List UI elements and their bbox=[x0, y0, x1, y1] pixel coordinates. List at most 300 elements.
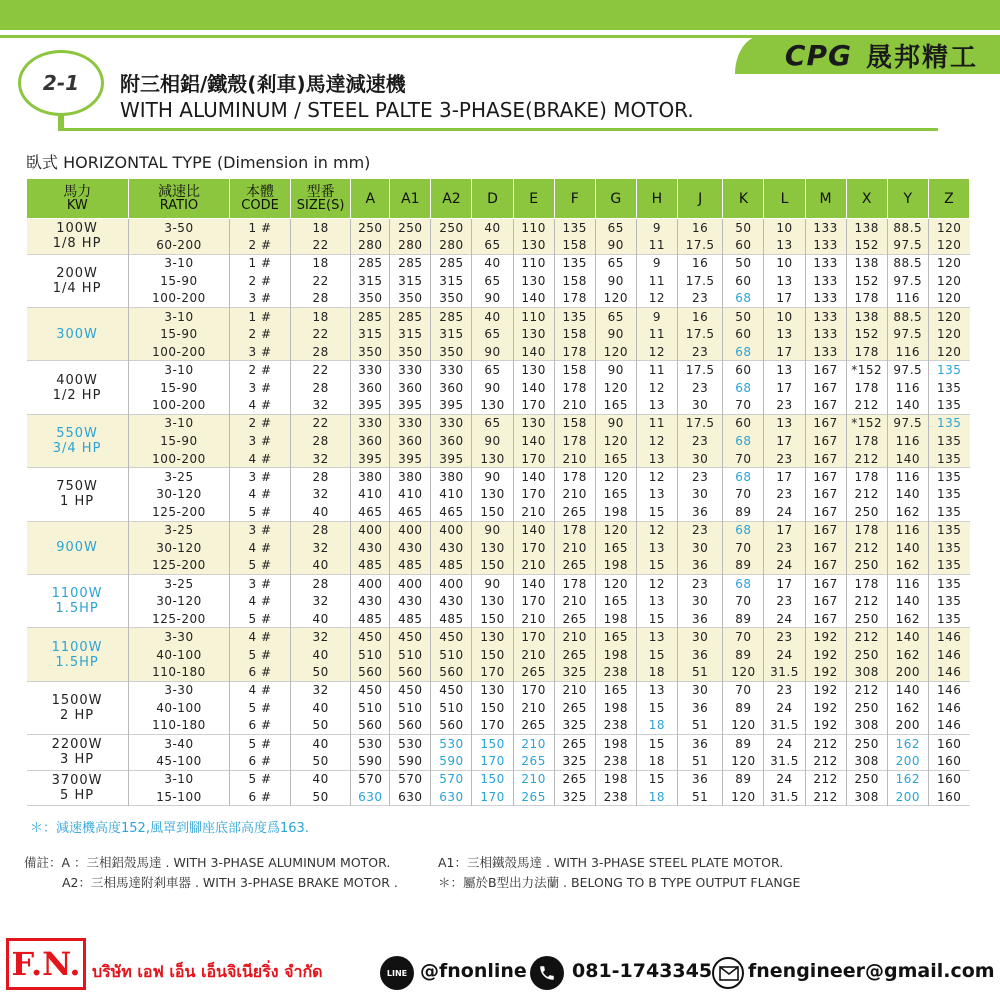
code-cell: 3 # bbox=[230, 432, 291, 450]
dimension-table bbox=[26, 178, 970, 806]
ratio-cell: 110-180 bbox=[128, 717, 230, 735]
dimension-cell: 120 bbox=[723, 752, 764, 770]
dimension-cell: 68 bbox=[723, 343, 764, 361]
dimension-cell: 130 bbox=[513, 361, 554, 379]
header-cell bbox=[928, 179, 969, 219]
dimension-cell: 90 bbox=[595, 272, 636, 290]
dimension-cell: 60 bbox=[723, 361, 764, 379]
ratio-cell: 15-90 bbox=[128, 432, 230, 450]
dimension-cell: 135 bbox=[928, 592, 969, 610]
dimension-cell: 135 bbox=[928, 414, 969, 432]
dimension-cell: 167 bbox=[805, 539, 846, 557]
dimension-cell: 510 bbox=[390, 699, 431, 717]
dimension-cell: 150 bbox=[472, 610, 513, 628]
dimension-cell: 630 bbox=[351, 788, 390, 806]
dimension-cell: 12 bbox=[636, 574, 677, 592]
ratio-cell: 100-200 bbox=[128, 450, 230, 468]
dimension-cell: 265 bbox=[513, 752, 554, 770]
dimension-cell: 36 bbox=[677, 610, 722, 628]
header-sublabel: RATIO bbox=[159, 197, 199, 213]
dimension-cell: 152 bbox=[846, 272, 887, 290]
dimension-cell: 200 bbox=[887, 663, 928, 681]
dimension-cell: 400 bbox=[431, 574, 472, 592]
dimension-cell: 210 bbox=[554, 485, 595, 503]
dimension-cell: 210 bbox=[513, 503, 554, 521]
dimension-cell: 13 bbox=[764, 361, 805, 379]
dimension-cell: 265 bbox=[554, 557, 595, 575]
dimension-cell: 410 bbox=[431, 485, 472, 503]
dimension-cell: 162 bbox=[887, 503, 928, 521]
dimension-cell: 97.5 bbox=[887, 361, 928, 379]
dimension-cell: 70 bbox=[723, 628, 764, 646]
dimension-cell: 590 bbox=[390, 752, 431, 770]
dimension-cell: 280 bbox=[431, 236, 472, 254]
code-cell: 3 # bbox=[230, 521, 291, 539]
dimension-cell: 265 bbox=[513, 663, 554, 681]
dimension-cell: 265 bbox=[554, 699, 595, 717]
dimension-cell: 165 bbox=[595, 485, 636, 503]
header-cell bbox=[595, 179, 636, 219]
dimension-cell: 250 bbox=[846, 770, 887, 788]
code-cell: 5 # bbox=[230, 610, 291, 628]
dimension-cell: 330 bbox=[390, 361, 431, 379]
dimension-cell: 10 bbox=[764, 219, 805, 237]
dimension-cell: 167 bbox=[805, 557, 846, 575]
dimension-cell: 88.5 bbox=[887, 219, 928, 237]
dimension-cell: 120 bbox=[595, 521, 636, 539]
dimension-cell: 17.5 bbox=[677, 325, 722, 343]
dimension-cell: 40 bbox=[472, 219, 513, 237]
code-cell: 4 # bbox=[230, 628, 291, 646]
power-group bbox=[27, 628, 970, 681]
header-label: A bbox=[365, 190, 376, 207]
dimension-cell: 68 bbox=[723, 468, 764, 486]
dimension-cell: 40 bbox=[472, 254, 513, 272]
code-cell: 4 # bbox=[230, 539, 291, 557]
dimension-cell: 24 bbox=[764, 699, 805, 717]
code-cell: 5 # bbox=[230, 557, 291, 575]
dimension-cell: 178 bbox=[846, 432, 887, 450]
code-cell: 3 # bbox=[230, 343, 291, 361]
dimension-cell: 31.5 bbox=[764, 717, 805, 735]
dimension-cell: 485 bbox=[390, 610, 431, 628]
dimension-cell: 133 bbox=[805, 272, 846, 290]
dimension-cell: 465 bbox=[390, 503, 431, 521]
dimension-cell: 31.5 bbox=[764, 752, 805, 770]
dimension-cell: 250 bbox=[846, 610, 887, 628]
section-badge bbox=[18, 50, 104, 116]
dimension-cell: 13 bbox=[636, 450, 677, 468]
dimension-cell: 13 bbox=[636, 681, 677, 699]
dimension-cell: 120 bbox=[928, 254, 969, 272]
ratio-cell: 3-50 bbox=[128, 219, 230, 237]
dimension-cell: 162 bbox=[887, 770, 928, 788]
dimension-cell: 88.5 bbox=[887, 254, 928, 272]
dimension-cell: 120 bbox=[928, 307, 969, 325]
dimension-cell: 395 bbox=[351, 450, 390, 468]
table-row bbox=[27, 628, 970, 646]
dimension-cell: 65 bbox=[472, 361, 513, 379]
dimension-cell: 530 bbox=[351, 735, 390, 753]
dimension-cell: 162 bbox=[887, 646, 928, 664]
dimension-cell: 120 bbox=[928, 272, 969, 290]
dimension-cell: 50 bbox=[723, 219, 764, 237]
dimension-cell: 150 bbox=[472, 770, 513, 788]
brand-name: 晟邦精工 bbox=[865, 42, 978, 73]
dimension-cell: 23 bbox=[764, 485, 805, 503]
ratio-cell: 3-30 bbox=[128, 681, 230, 699]
power-group bbox=[27, 521, 970, 574]
dimension-cell: 15 bbox=[636, 503, 677, 521]
dimension-cell: 178 bbox=[846, 468, 887, 486]
ratio-cell: 60-200 bbox=[128, 236, 230, 254]
dimension-cell: 210 bbox=[513, 770, 554, 788]
dimension-cell: 485 bbox=[390, 557, 431, 575]
dimension-cell: 285 bbox=[351, 307, 390, 325]
dimension-cell: 110 bbox=[513, 219, 554, 237]
dimension-cell: 162 bbox=[887, 699, 928, 717]
power-group bbox=[27, 219, 970, 255]
dimension-cell: 120 bbox=[595, 379, 636, 397]
dimension-cell: 178 bbox=[846, 290, 887, 308]
dimension-cell: 162 bbox=[887, 735, 928, 753]
dimension-cell: 450 bbox=[351, 628, 390, 646]
dimension-cell: 13 bbox=[764, 325, 805, 343]
dimension-cell: 630 bbox=[390, 788, 431, 806]
table-row bbox=[27, 219, 970, 237]
dimension-cell: 13 bbox=[636, 396, 677, 414]
dimension-cell: 135 bbox=[928, 361, 969, 379]
code-cell: 2 # bbox=[230, 272, 291, 290]
dimension-cell: 24 bbox=[764, 735, 805, 753]
header-cell bbox=[351, 179, 390, 219]
table-row bbox=[27, 699, 970, 717]
dimension-cell: 36 bbox=[677, 699, 722, 717]
dimension-cell: 315 bbox=[431, 272, 472, 290]
power-group bbox=[27, 307, 970, 360]
header-label: M bbox=[819, 190, 832, 207]
dimension-cell: 450 bbox=[390, 681, 431, 699]
dimension-cell: 50 bbox=[723, 307, 764, 325]
dimension-cell: 560 bbox=[431, 717, 472, 735]
dimension-cell: 170 bbox=[513, 592, 554, 610]
dimension-cell: 140 bbox=[887, 681, 928, 699]
dimension-cell: 165 bbox=[595, 628, 636, 646]
code-cell: 4 # bbox=[230, 485, 291, 503]
dimension-cell: 450 bbox=[431, 628, 472, 646]
dimension-cell: 65 bbox=[472, 236, 513, 254]
dimension-cell: 212 bbox=[805, 788, 846, 806]
dimension-cell: 210 bbox=[554, 396, 595, 414]
power-group bbox=[27, 770, 970, 806]
dimension-cell: 330 bbox=[431, 361, 472, 379]
header-label: A2 bbox=[442, 190, 461, 207]
dimension-cell: 17.5 bbox=[677, 236, 722, 254]
dimension-cell: 23 bbox=[764, 628, 805, 646]
dimension-cell: 395 bbox=[390, 396, 431, 414]
dimension-cell: 465 bbox=[431, 503, 472, 521]
dimension-cell: 130 bbox=[513, 414, 554, 432]
dimension-cell: 120 bbox=[595, 343, 636, 361]
dimension-cell: 200 bbox=[887, 717, 928, 735]
power-cell: 1500W 2 HP bbox=[27, 681, 129, 734]
dimension-cell: 17 bbox=[764, 521, 805, 539]
size-cell: 28 bbox=[290, 432, 351, 450]
dimension-cell: 400 bbox=[390, 574, 431, 592]
dimension-cell: 212 bbox=[846, 628, 887, 646]
dimension-cell: 36 bbox=[677, 735, 722, 753]
code-cell: 5 # bbox=[230, 699, 291, 717]
dimension-cell: 120 bbox=[928, 236, 969, 254]
ratio-cell: 3-30 bbox=[128, 628, 230, 646]
header-cell bbox=[27, 179, 129, 219]
header-label: D bbox=[487, 190, 498, 207]
dimension-cell: 24 bbox=[764, 610, 805, 628]
header-sublabel: SIZE(S) bbox=[296, 197, 345, 213]
ratio-cell: 30-120 bbox=[128, 539, 230, 557]
phone-number[interactable]: 081-1743345 bbox=[572, 960, 713, 982]
size-cell: 40 bbox=[290, 699, 351, 717]
dimension-cell: 120 bbox=[723, 788, 764, 806]
dimension-cell: 308 bbox=[846, 788, 887, 806]
ratio-cell: 15-90 bbox=[128, 325, 230, 343]
dimension-cell: 280 bbox=[390, 236, 431, 254]
dimension-cell: 51 bbox=[677, 717, 722, 735]
dimension-cell: 130 bbox=[472, 396, 513, 414]
dimension-cell: 30 bbox=[677, 681, 722, 699]
dimension-cell: 135 bbox=[928, 379, 969, 397]
dimension-cell: 170 bbox=[513, 539, 554, 557]
size-cell: 18 bbox=[290, 219, 351, 237]
dimension-cell: 23 bbox=[677, 468, 722, 486]
dimension-cell: 30 bbox=[677, 396, 722, 414]
dimension-cell: 170 bbox=[513, 396, 554, 414]
dimension-cell: 210 bbox=[554, 539, 595, 557]
dimension-cell: 485 bbox=[351, 557, 390, 575]
dimension-cell: 51 bbox=[677, 663, 722, 681]
dimension-cell: 15 bbox=[636, 557, 677, 575]
line-id[interactable]: @fnonline bbox=[420, 960, 527, 982]
header-cell bbox=[472, 179, 513, 219]
dimension-cell: 380 bbox=[390, 468, 431, 486]
dimension-cell: 15 bbox=[636, 610, 677, 628]
table-row bbox=[27, 574, 970, 592]
dimension-cell: 170 bbox=[472, 752, 513, 770]
dimension-cell: 350 bbox=[431, 290, 472, 308]
dimension-cell: 160 bbox=[928, 770, 969, 788]
dimension-cell: 89 bbox=[723, 557, 764, 575]
table-row bbox=[27, 414, 970, 432]
dimension-cell: 325 bbox=[554, 752, 595, 770]
dimension-cell: 238 bbox=[595, 788, 636, 806]
dimension-cell: 133 bbox=[805, 325, 846, 343]
dimension-cell: 158 bbox=[554, 361, 595, 379]
dimension-cell: 178 bbox=[554, 379, 595, 397]
size-cell: 40 bbox=[290, 646, 351, 664]
dimension-cell: 11 bbox=[636, 361, 677, 379]
dimension-cell: 140 bbox=[513, 290, 554, 308]
dimension-cell: 510 bbox=[431, 646, 472, 664]
dimension-cell: 146 bbox=[928, 628, 969, 646]
dimension-cell: 17 bbox=[764, 574, 805, 592]
table-row bbox=[27, 485, 970, 503]
dimension-cell: 146 bbox=[928, 681, 969, 699]
dimension-cell: 238 bbox=[595, 752, 636, 770]
dimension-cell: 18 bbox=[636, 663, 677, 681]
dimension-cell: 13 bbox=[764, 414, 805, 432]
code-cell: 5 # bbox=[230, 735, 291, 753]
size-cell: 50 bbox=[290, 788, 351, 806]
ratio-cell: 3-10 bbox=[128, 254, 230, 272]
power-group bbox=[27, 681, 970, 734]
dimension-cell: 350 bbox=[431, 343, 472, 361]
table-row bbox=[27, 468, 970, 486]
header-cell bbox=[723, 179, 764, 219]
dimension-cell: 210 bbox=[554, 450, 595, 468]
dimension-cell: 178 bbox=[846, 379, 887, 397]
dimension-cell: 23 bbox=[677, 574, 722, 592]
dimension-cell: 315 bbox=[390, 325, 431, 343]
dimension-cell: 120 bbox=[595, 574, 636, 592]
dimension-cell: 430 bbox=[351, 539, 390, 557]
table-row bbox=[27, 521, 970, 539]
dimension-cell: 158 bbox=[554, 325, 595, 343]
dimension-cell: 250 bbox=[846, 646, 887, 664]
dimension-cell: 350 bbox=[351, 343, 390, 361]
dimension-cell: 135 bbox=[928, 432, 969, 450]
dimension-cell: 198 bbox=[595, 770, 636, 788]
dimension-cell: 315 bbox=[351, 325, 390, 343]
dimension-cell: 9 bbox=[636, 219, 677, 237]
dimension-cell: 167 bbox=[805, 414, 846, 432]
dimension-cell: 167 bbox=[805, 432, 846, 450]
ratio-cell: 15-90 bbox=[128, 379, 230, 397]
dimension-cell: 170 bbox=[472, 717, 513, 735]
dimension-cell: 150 bbox=[472, 503, 513, 521]
size-cell: 18 bbox=[290, 307, 351, 325]
ratio-cell: 15-90 bbox=[128, 272, 230, 290]
dimension-cell: 178 bbox=[846, 521, 887, 539]
table-row bbox=[27, 592, 970, 610]
code-cell: 2 # bbox=[230, 414, 291, 432]
header-cell bbox=[290, 179, 351, 219]
power-cell: 900W bbox=[27, 521, 129, 574]
dimension-cell: 265 bbox=[513, 717, 554, 735]
dimension-cell: 13 bbox=[636, 485, 677, 503]
dimension-cell: 130 bbox=[472, 539, 513, 557]
remark-a: 備註：A ：三相鋁殼馬達 . WITH 3-PHASE ALUMINUM MOTOR. bbox=[24, 855, 391, 870]
dimension-cell: 430 bbox=[390, 592, 431, 610]
dimension-cell: 210 bbox=[513, 646, 554, 664]
dimension-cell: 70 bbox=[723, 539, 764, 557]
dimension-cell: 152 bbox=[846, 325, 887, 343]
dimension-cell: 130 bbox=[513, 325, 554, 343]
dimension-cell: 170 bbox=[472, 663, 513, 681]
code-cell: 3 # bbox=[230, 574, 291, 592]
dimension-cell: 15 bbox=[636, 770, 677, 788]
code-cell: 5 # bbox=[230, 646, 291, 664]
dimension-cell: 18 bbox=[636, 717, 677, 735]
size-cell: 22 bbox=[290, 236, 351, 254]
dimension-cell: 90 bbox=[595, 414, 636, 432]
dimension-cell: 23 bbox=[764, 681, 805, 699]
table-row bbox=[27, 770, 970, 788]
power-cell: 750W 1 HP bbox=[27, 468, 129, 521]
dimension-cell: 350 bbox=[351, 290, 390, 308]
dimension-cell: 198 bbox=[595, 610, 636, 628]
remark-a1: A1：三相鐵殼馬達 . WITH 3-PHASE STEEL PLATE MOTOR. bbox=[438, 855, 784, 870]
dimension-cell: 330 bbox=[351, 361, 390, 379]
dimension-cell: 212 bbox=[846, 681, 887, 699]
table-row bbox=[27, 717, 970, 735]
dimension-cell: 167 bbox=[805, 361, 846, 379]
code-cell: 4 # bbox=[230, 592, 291, 610]
dimension-cell: 135 bbox=[928, 557, 969, 575]
dimension-cell: 167 bbox=[805, 485, 846, 503]
dimension-cell: 250 bbox=[846, 557, 887, 575]
dimension-cell: 90 bbox=[472, 468, 513, 486]
dimension-cell: 160 bbox=[928, 735, 969, 753]
dimension-cell: 510 bbox=[390, 646, 431, 664]
table-row bbox=[27, 272, 970, 290]
dimension-cell: 140 bbox=[887, 485, 928, 503]
dimension-cell: 17.5 bbox=[677, 414, 722, 432]
dimension-cell: 68 bbox=[723, 290, 764, 308]
table-row bbox=[27, 646, 970, 664]
dimension-cell: 90 bbox=[472, 290, 513, 308]
dimension-cell: 395 bbox=[431, 450, 472, 468]
dimension-cell: 167 bbox=[805, 521, 846, 539]
header-cell bbox=[513, 179, 554, 219]
dimension-cell: 238 bbox=[595, 717, 636, 735]
dimension-cell: 265 bbox=[554, 646, 595, 664]
dimension-cell: 150 bbox=[472, 646, 513, 664]
dimension-cell: 530 bbox=[390, 735, 431, 753]
size-cell: 32 bbox=[290, 396, 351, 414]
dimension-cell: 308 bbox=[846, 752, 887, 770]
table-row bbox=[27, 663, 970, 681]
dimension-cell: 192 bbox=[805, 681, 846, 699]
dimension-cell: 167 bbox=[805, 379, 846, 397]
dimension-cell: 167 bbox=[805, 592, 846, 610]
header-cell bbox=[764, 179, 805, 219]
size-cell: 28 bbox=[290, 343, 351, 361]
ratio-cell: 3-25 bbox=[128, 521, 230, 539]
dimension-cell: 70 bbox=[723, 592, 764, 610]
dimension-cell: 410 bbox=[390, 485, 431, 503]
dimension-cell: 70 bbox=[723, 681, 764, 699]
ratio-cell: 30-120 bbox=[128, 592, 230, 610]
table-row bbox=[27, 307, 970, 325]
dimension-cell: 133 bbox=[805, 307, 846, 325]
dimension-cell: 250 bbox=[846, 699, 887, 717]
ratio-cell: 40-100 bbox=[128, 699, 230, 717]
dimension-cell: 90 bbox=[472, 379, 513, 397]
dimension-cell: 210 bbox=[554, 628, 595, 646]
dimension-cell: 116 bbox=[887, 574, 928, 592]
dimension-cell: 31.5 bbox=[764, 663, 805, 681]
dimension-cell: 165 bbox=[595, 681, 636, 699]
dimension-cell: 12 bbox=[636, 379, 677, 397]
size-cell: 32 bbox=[290, 592, 351, 610]
size-cell: 28 bbox=[290, 574, 351, 592]
footer bbox=[0, 936, 1000, 1000]
dimension-cell: 146 bbox=[928, 663, 969, 681]
dimension-cell: 330 bbox=[431, 414, 472, 432]
dimension-cell: 158 bbox=[554, 414, 595, 432]
email-address[interactable]: fnengineer@gmail.com bbox=[748, 960, 995, 982]
dimension-cell: 250 bbox=[846, 735, 887, 753]
